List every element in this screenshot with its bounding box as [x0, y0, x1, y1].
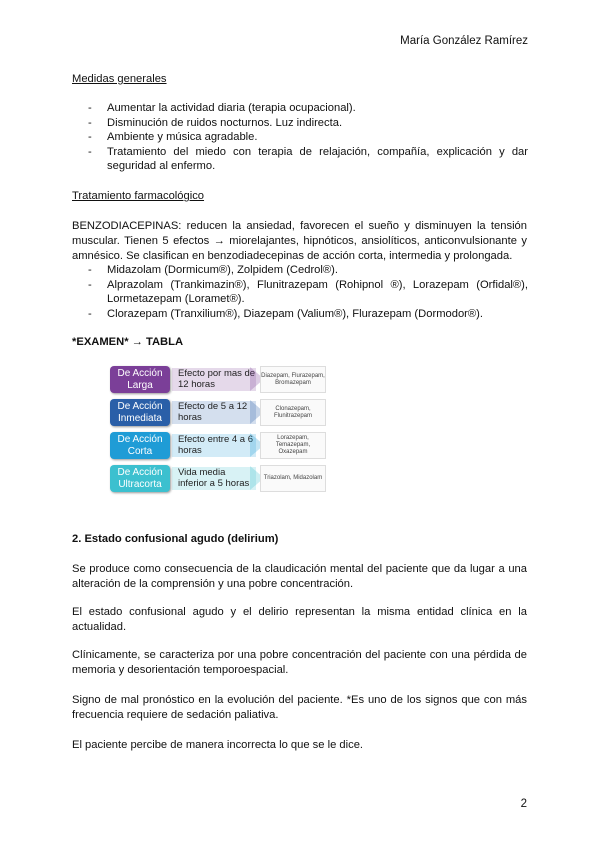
page-author: María González Ramírez: [400, 35, 528, 47]
row-drugs: Clonazepam, Flunitrazepam: [260, 399, 326, 426]
pharma-intro: BENZODIACEPINAS: reducen la ansiedad, favorecen el sueño y disminuyen la tensión muscular. Tienen 5 efectos → miorelajantes, hipnóticos, ansiolíticos, anticonvulsionante y amnésico. Se clasifican en benzodiadecepinas de acción corta, intermedia y prolongada.: [72, 220, 527, 263]
list-item: - Midazolam (Dormicum®), Zolpidem (Cedrol®).: [88, 263, 528, 278]
delirium-paragraph: Se produce como consecuencia de la claudicación mental del paciente que da lugar a una alteración de la comprensión y una pobre concentración.: [72, 563, 527, 591]
list-item: - Clorazepam (Tranxilium®), Diazepam (Valium®), Flurazepam (Dormodor®).: [88, 307, 528, 322]
table-row: [110, 366, 328, 393]
exam-heading: *EXAMEN* → TABLA: [72, 336, 184, 348]
delirium-paragraph: El paciente percibe de manera incorrecta lo que se le dice.: [72, 739, 364, 751]
table-row: [110, 399, 328, 426]
table-row: [110, 432, 328, 459]
row-label: De Acción Ultracorta: [110, 465, 170, 492]
row-description: Efecto entre 4 a 6 horas: [172, 434, 256, 457]
page-number: 2: [520, 798, 527, 810]
general-measures-list: [88, 101, 528, 174]
delirium-heading: 2. Estado confusional agudo (delirium): [72, 533, 279, 545]
row-description: Efecto por mas de 12 horas: [172, 368, 256, 391]
benzodiazepine-table: [110, 365, 328, 495]
row-label: De Acción Corta: [110, 432, 170, 459]
pharma-list: [88, 263, 528, 321]
row-drugs: Triazolam, Midazolam: [260, 465, 326, 492]
row-description: Efecto de 5 a 12 horas: [172, 401, 256, 424]
row-description: Vida media inferior a 5 horas: [172, 467, 256, 490]
row-drugs: Lorazepam, Temazepam, Oxazepam: [260, 432, 326, 459]
pharma-heading: Tratamiento farmacológico: [72, 190, 205, 202]
list-item: - Disminución de ruidos nocturnos. Luz indirecta.: [88, 116, 528, 131]
list-item: - Aumentar la actividad diaria (terapia ocupacional).: [88, 101, 528, 116]
row-label: De Acción Larga: [110, 366, 170, 393]
delirium-paragraph: Signo de mal pronóstico en la evolución del paciente. *Es uno de los signos que con más frecuencia requiere de sedación paliativa.: [72, 694, 527, 722]
row-drugs: Diazepam, Flurazepam, Bromazepam: [260, 366, 326, 393]
general-measures-heading: Medidas generales: [72, 73, 167, 85]
list-item: - Alprazolam (Trankimazin®), Flunitrazepam (Rohipnol ®), Lorazepam (Orfidal®), Lormetazepam (Loramet®).: [88, 278, 528, 307]
row-label: De Acción Inmediata: [110, 399, 170, 426]
delirium-paragraph: Clínicamente, se caracteriza por una pobre concentración del paciente con una pérdida de memoria y desorientación temporoespacial.: [72, 649, 527, 677]
delirium-paragraph: El estado confusional agudo y el delirio representan la misma entidad clínica en la actualidad.: [72, 606, 527, 634]
list-item: - Ambiente y música agradable.: [88, 130, 528, 145]
table-row: [110, 465, 328, 492]
list-item: - Tratamiento del miedo con terapia de relajación, compañía, explicación y dar seguridad al enfermo.: [88, 145, 528, 174]
